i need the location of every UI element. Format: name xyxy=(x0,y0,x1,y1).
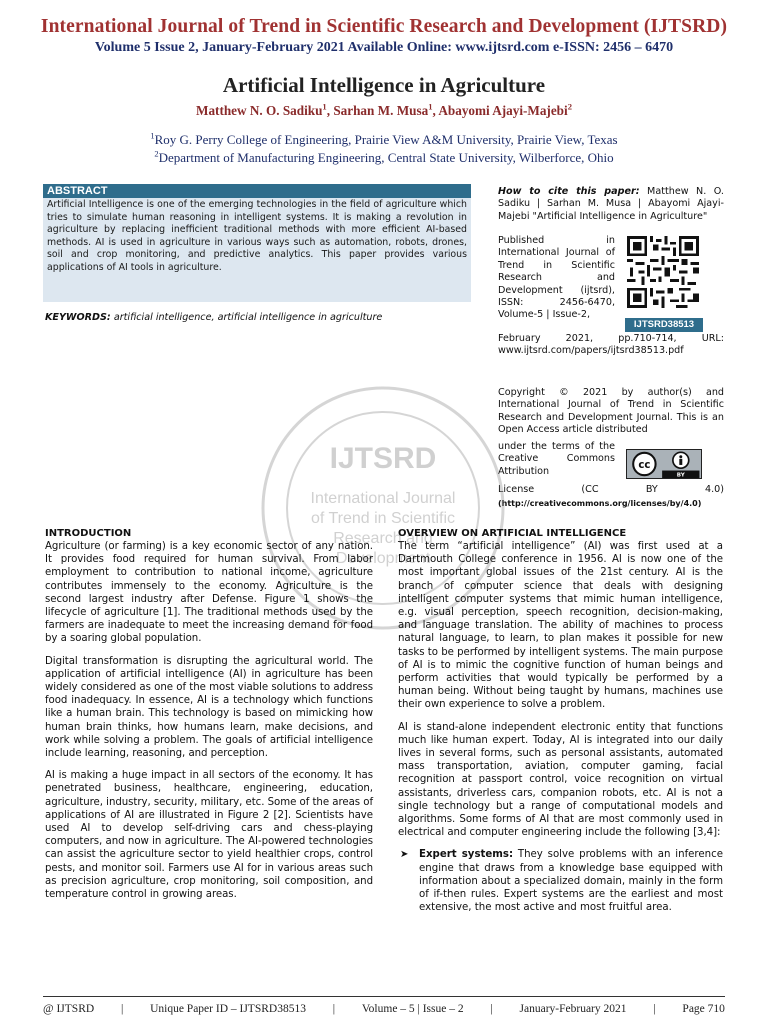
keywords xyxy=(45,312,473,323)
cc-by-license-icon xyxy=(626,449,702,479)
watermark-line: Development xyxy=(335,550,431,567)
author-name: Matthew N. O. Sadiku xyxy=(196,103,323,118)
watermark-line: Research and xyxy=(333,530,433,547)
affiliation-text: Roy G. Perry College of Engineering, Prairie View A&M University, Prairie View, Texas xyxy=(154,132,618,147)
citation-publication: Published in International Journal of Trend in Scientific Research and Development (ijtsrd), ISSN: 2456-6470, Volume-5 | Issue-2, xyxy=(498,235,615,321)
svg-text:cc: cc xyxy=(638,459,651,472)
author-list xyxy=(0,103,768,119)
bullet-item xyxy=(398,848,723,914)
keywords-label: KEYWORDS: xyxy=(45,312,111,323)
license-word: (CC xyxy=(581,484,599,495)
paper-id-badge: IJTSRD38513 xyxy=(625,318,703,332)
affiliation-mark: 1 xyxy=(150,130,155,141)
author-affil-mark: 2 xyxy=(567,101,572,112)
copyright-text: Copyright © 2021 by author(s) and International Journal of Trend in Scientific Research and Development Journal. This is an Open Access article distributed xyxy=(498,387,724,436)
footer-page-number: Page 710 xyxy=(682,1003,725,1015)
journal-issue-line: Volume 5 Issue 2, January-February 2021 Available Online: www.ijtsrd.com e-ISSN: 2456 – 6470 xyxy=(94,40,674,55)
author-affil-mark: 1 xyxy=(322,101,327,112)
section-heading-introduction: INTRODUCTION xyxy=(45,528,132,539)
page-footer xyxy=(43,1003,725,1015)
abstract-text: Artificial Intelligence is one of the emerging technologies in the field of agriculture which tries to simulate human reasoning in intelligent systems. It is making a revolution in agriculture by replacing inefficient traditional methods with more efficient AI-based methods. AI is used in agriculture in various ways such as automation, robots, drones, soil and crop monitoring, and predictive analytics. This paper provides various applications of AI tools in agriculture. xyxy=(47,199,467,273)
footer-separator: | xyxy=(332,1003,336,1015)
section-heading-overview: OVERVIEW ON ARTIFICIAL INTELLIGENCE xyxy=(398,528,627,539)
arrow-bullet-icon: ➤ xyxy=(400,849,409,861)
journal-title: International Journal of Trend in Scientific Research and Development (IJTSRD) xyxy=(40,16,728,37)
citation-label: How to cite this paper: xyxy=(498,186,640,197)
body-paragraph: Digital transformation is disrupting the agricultural world. The application of artificial intelligence (AI) in agriculture has been widely considered as one of the most viable solutions to address food inadequacy. In essence, AI is a technology which functions like a human brain. This technology is based on mimicking how human brain thinks, how humans learn, make decisions, and work while solving a problem. The goals of artificial intelligence include learning, reasoning, and perception. xyxy=(45,655,373,760)
bullet-text: They solve problems with an inference engine that draws from a knowledge base equipped with information about a specialized domain, mainly in the form of if-then rules. Expert systems are the earliest and most extensive, the most active and most fruitful area. xyxy=(419,849,723,914)
affiliation-mark: 2 xyxy=(154,148,159,159)
watermark-line: International Journal xyxy=(310,490,456,507)
body-paragraph: The term “artificial intelligence” (AI) was first used at a Dartmouth College conference in 1956. AI is now one of the most important global issues of the 21st century. AI is the branch of computer science that deals with designing intelligent computer systems that mimic human intelligence, e.g. visual perception, speech recognition, decision-making, and language translation. The ability of machines to process natural language, to learn, to plan makes it possible for new tasks to be performed by intelligent systems. The main purpose of AI is to mimic the cognitive function of human beings and perform activities that would typically be performed by a human being. Without being taught by humans, machines use their own experience to solve a problem. xyxy=(398,541,723,711)
license-word: License xyxy=(498,484,535,495)
keywords-text: artificial intelligence, artificial intelligence in agriculture xyxy=(110,312,383,323)
body-paragraph: AI is making a huge impact in all sectors of the economy. It has penetrated business, healthcare, engineering, education, agriculture, industry, security, military, etc. Some of the areas of applications of AI are illustrated in Figure 2 [2]. Scientists have used AI to develop self-driving cars and chess-playing computers, and now in agriculture. The AI-powered technologies can assist the agriculture sector to yield healthier crops, control pests, and monitor soil. Farmers use AI for in various areas such as precision agriculture, crop monitoring, soil composition, and temperature control in growing areas. xyxy=(45,770,373,901)
footer-separator: | xyxy=(120,1003,124,1015)
author-name: Sarhan M. Musa xyxy=(333,103,429,118)
abstract-box xyxy=(43,184,471,302)
author-affil-mark: 1 xyxy=(428,101,433,112)
footer-date: January-February 2021 xyxy=(519,1003,627,1015)
watermark-name: IJTSRD xyxy=(329,442,437,475)
citation-intro xyxy=(498,186,724,223)
affiliation xyxy=(0,150,768,166)
body-paragraph: AI is stand-alone independent electronic entity that functions much like human expert. Today, AI is integrated into our daily lives in several forms, such as personal assistants, automated mass transportation, aviation, computer gaming, facial recognition at passport control, voice recognition on virtual assistants, driverless cars, companion robots, etc. AI is not a single technology but a range of computational models and algorithms. Some forms of AI that are most commonly used in electrical and computer engineering include the following [3,4]: xyxy=(398,721,723,839)
body-paragraph: Agriculture (or farming) is a key economic sector of any nation. It provides food required for human survival. From labor employment to contribution to national income, agriculture contributes immensely to the economy. Agriculture is the second largest industry after Defense. Figure 1 shows the lifecycle of agriculture [1]. The traditional methods used by the farmers are inadequate to meet the increasing demand for food by a soaring global population. xyxy=(45,541,373,645)
abstract-heading: ABSTRACT xyxy=(43,184,471,198)
license-url[interactable]: (http://creativecommons.org/licenses/by/4.0) xyxy=(498,499,702,508)
license-line xyxy=(498,484,724,496)
cc-by-text: BY xyxy=(676,472,685,479)
citation-authors: Matthew N. O. Sadiku | Sarhan M. Musa | Abayomi Ajayi-Majebi "Artificial Intelligence in Agriculture" xyxy=(498,186,724,222)
author-separator: , xyxy=(432,103,439,118)
qr-code-icon xyxy=(627,236,699,308)
copyright-terms: under the terms of the Creative Commons Attribution xyxy=(498,441,615,477)
footer-separator: | xyxy=(490,1003,493,1015)
footer-paper-id: Unique Paper ID – IJTSRD38513 xyxy=(150,1003,306,1015)
footer-journal: @ IJTSRD xyxy=(43,1003,95,1015)
author-name: Abayomi Ajayi-Majebi xyxy=(438,103,568,118)
affiliation xyxy=(0,132,768,148)
right-column xyxy=(398,527,723,914)
bullet-term: Expert systems: xyxy=(419,849,514,861)
footer-volume: Volume – 5 | Issue – 2 xyxy=(361,1003,464,1015)
citation-url: February 2021, pp.710-714, URL: www.ijtsrd.com/papers/ijtsrd38513.pdf xyxy=(498,333,724,357)
watermark-line: of Trend in Scientific xyxy=(310,510,456,527)
license-word: BY xyxy=(645,484,658,495)
footer-divider xyxy=(43,996,725,997)
footer-separator: | xyxy=(653,1003,656,1015)
affiliation-text: Department of Manufacturing Engineering, Central State University, Wilberforce, Ohio xyxy=(158,150,614,165)
license-word: 4.0) xyxy=(704,484,724,495)
left-column xyxy=(45,527,373,910)
author-separator: , xyxy=(326,103,334,118)
paper-title: Artificial Intelligence in Agriculture xyxy=(222,73,546,97)
